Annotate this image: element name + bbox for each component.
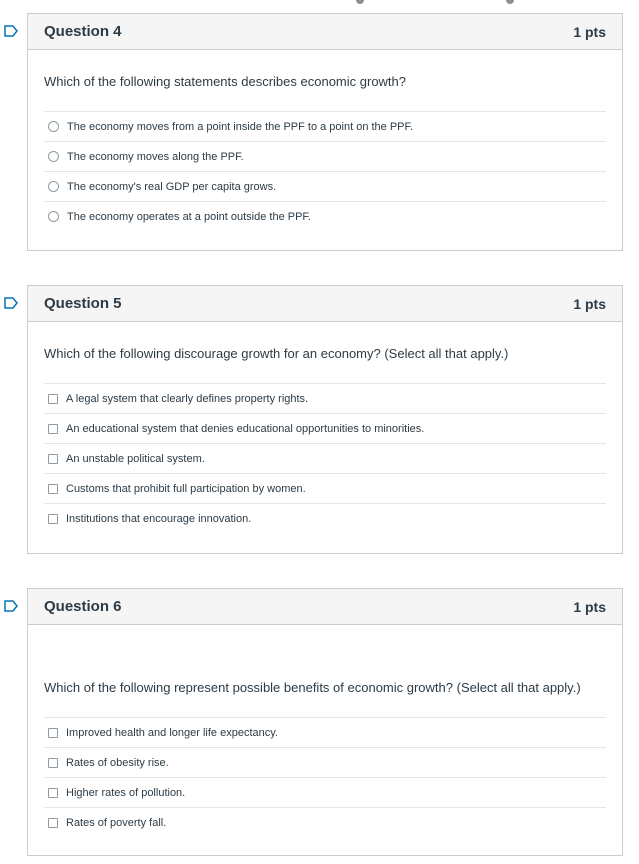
answer-option[interactable] xyxy=(44,201,606,231)
question-4 xyxy=(27,13,623,251)
question-6 xyxy=(27,588,623,856)
checkbox[interactable] xyxy=(48,454,58,464)
answer-label: Institutions that encourage innovation. xyxy=(66,512,252,525)
question-prompt: Which of the following discourage growth for an economy? (Select all that apply.) xyxy=(44,346,509,361)
answer-label: Rates of poverty fall. xyxy=(66,816,167,829)
radio-button[interactable] xyxy=(48,121,59,132)
question-points: 1 pts xyxy=(573,295,606,312)
question-header xyxy=(28,589,622,625)
answer-option[interactable] xyxy=(44,807,606,837)
checkbox[interactable] xyxy=(48,788,58,798)
flag-question-icon[interactable] xyxy=(4,297,18,309)
answer-label: The economy moves from a point inside the PPF to a point on the PPF. xyxy=(67,120,414,133)
answer-list xyxy=(44,111,606,231)
flag-question-icon[interactable] xyxy=(4,25,18,37)
answer-option[interactable] xyxy=(44,383,606,413)
answer-option[interactable] xyxy=(44,777,606,807)
answer-list xyxy=(44,717,606,837)
answer-option[interactable] xyxy=(44,141,606,171)
question-title: Question 4 xyxy=(44,23,122,40)
checkbox[interactable] xyxy=(48,728,58,738)
question-header xyxy=(28,286,622,322)
question-5 xyxy=(27,285,623,554)
answer-label: Higher rates of pollution. xyxy=(66,786,186,799)
question-points: 1 pts xyxy=(573,598,606,615)
radio-button[interactable] xyxy=(48,181,59,192)
checkbox[interactable] xyxy=(48,818,58,828)
checkbox[interactable] xyxy=(48,514,58,524)
question-prompt: Which of the following represent possible benefits of economic growth? (Select all that apply.) xyxy=(44,680,581,695)
answer-option[interactable] xyxy=(44,111,606,141)
answer-label: Rates of obesity rise. xyxy=(66,756,169,769)
answer-option[interactable] xyxy=(44,443,606,473)
answer-label: The economy's real GDP per capita grows. xyxy=(67,180,277,193)
answer-option[interactable] xyxy=(44,747,606,777)
question-prompt: Which of the following statements describes economic growth? xyxy=(44,74,407,89)
answer-option[interactable] xyxy=(44,413,606,443)
answer-option[interactable] xyxy=(44,717,606,747)
answer-option[interactable] xyxy=(44,171,606,201)
dot-icon xyxy=(506,0,514,4)
radio-button[interactable] xyxy=(48,211,59,222)
checkbox[interactable] xyxy=(48,758,58,768)
question-points: 1 pts xyxy=(573,23,606,40)
top-scroll-remnant xyxy=(0,0,639,4)
checkbox[interactable] xyxy=(48,484,58,494)
answer-label: An educational system that denies educational opportunities to minorities. xyxy=(66,422,425,435)
question-header xyxy=(28,14,622,50)
radio-button[interactable] xyxy=(48,151,59,162)
answer-option[interactable] xyxy=(44,473,606,503)
question-title: Question 6 xyxy=(44,598,122,615)
dot-icon xyxy=(356,0,364,4)
answer-label: A legal system that clearly defines property rights. xyxy=(66,392,309,405)
answer-list xyxy=(44,383,606,533)
answer-label: The economy operates at a point outside the PPF. xyxy=(67,210,311,223)
answer-option[interactable] xyxy=(44,503,606,533)
answer-label: Customs that prohibit full participation by women. xyxy=(66,482,306,495)
answer-label: Improved health and longer life expectancy. xyxy=(66,726,278,739)
answer-label: The economy moves along the PPF. xyxy=(67,150,244,163)
checkbox[interactable] xyxy=(48,394,58,404)
question-title: Question 5 xyxy=(44,295,122,312)
flag-question-icon[interactable] xyxy=(4,600,18,612)
answer-label: An unstable political system. xyxy=(66,452,205,465)
checkbox[interactable] xyxy=(48,424,58,434)
